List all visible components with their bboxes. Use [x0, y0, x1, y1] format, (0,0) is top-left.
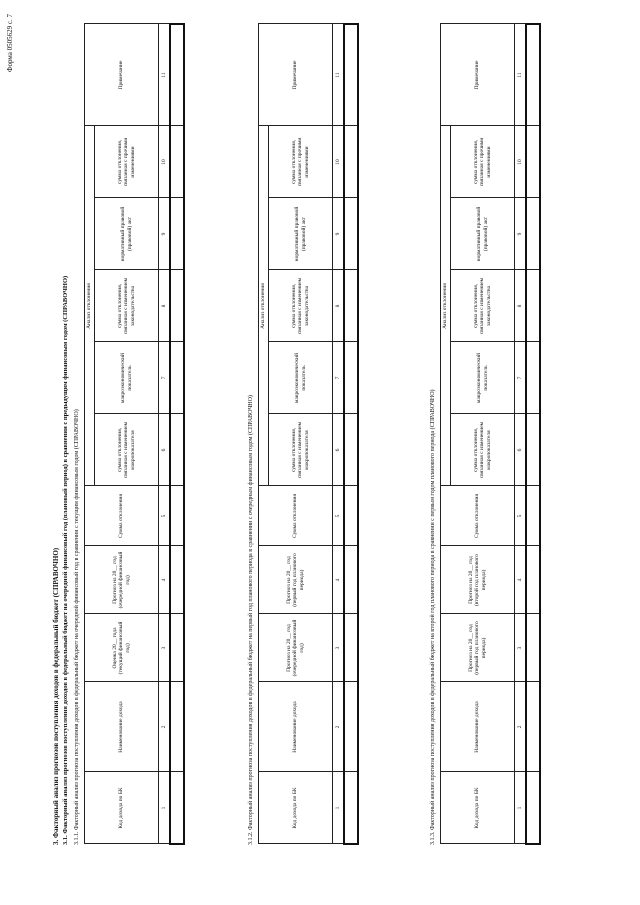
col-number: 4 [515, 546, 527, 614]
col-number: 5 [515, 486, 527, 546]
header-col11: Примечание [85, 24, 159, 126]
column-numbers-row [333, 24, 345, 844]
data-cell[interactable] [526, 682, 540, 772]
col-number: 3 [515, 614, 527, 682]
col-number: 6 [333, 414, 345, 486]
data-cell[interactable] [526, 772, 540, 844]
section1-table [84, 23, 185, 845]
col-number: 11 [515, 24, 527, 126]
data-cell[interactable] [526, 198, 540, 270]
header-col10: сумма отклонения, связанная с прочими изменениями [451, 126, 515, 198]
col-number: 9 [515, 198, 527, 270]
data-cell[interactable] [170, 414, 184, 486]
header-col9: нормативный правовой (правовой) акт [269, 198, 333, 270]
data-cell[interactable] [344, 546, 358, 614]
header-col7: макроэкономический показатель [269, 342, 333, 414]
data-cell[interactable] [526, 614, 540, 682]
data-cell[interactable] [526, 486, 540, 546]
col-number: 6 [515, 414, 527, 486]
data-cell[interactable] [170, 682, 184, 772]
col-number: 4 [333, 546, 345, 614]
col-number: 5 [159, 486, 171, 546]
data-cell[interactable] [344, 342, 358, 414]
form-number: Форма 0505629 с. 7 [6, 14, 14, 73]
data-cell[interactable] [344, 24, 358, 126]
data-cell[interactable] [526, 24, 540, 126]
data-cell[interactable] [170, 342, 184, 414]
header-group: Анализ отклонения [85, 126, 95, 486]
header-col11: Примечание [259, 24, 333, 126]
header-code: Код дохода по БК [259, 772, 333, 844]
data-cell[interactable] [344, 614, 358, 682]
col-number: 3 [159, 614, 171, 682]
data-cell[interactable] [344, 772, 358, 844]
header-name: Наименование дохода [259, 682, 333, 772]
data-cell[interactable] [170, 24, 184, 126]
header-col4: Прогноз на 20__ год (очередной финансовый год) [85, 546, 159, 614]
col-number: 11 [159, 24, 171, 126]
header-col7: макроэкономический показатель [95, 342, 159, 414]
col-number: 10 [333, 126, 345, 198]
col-number: 9 [159, 198, 171, 270]
col-number: 2 [515, 682, 527, 772]
data-cell[interactable] [170, 270, 184, 342]
header-code: Код дохода по БК [441, 772, 515, 844]
col-number: 8 [159, 270, 171, 342]
header-col6: сумма отклонения, связанная с изменением макропоказателя [269, 414, 333, 486]
header-col5: Сумма отклонения [85, 486, 159, 546]
col-number: 7 [333, 342, 345, 414]
header-col3: Прогноз на 20__ год (первый год планового периода) [441, 614, 515, 682]
col-number: 1 [515, 772, 527, 844]
header-col5: Сумма отклонения [441, 486, 515, 546]
section1-title: 3.1.1. Факторный анализ прогноза поступления доходов в федеральный бюджет на очередной финансовый год в сравнении с текущим финансовым годом (СПРАВОЧНО) [74, 409, 80, 845]
data-cell[interactable] [170, 486, 184, 546]
table-row [170, 24, 184, 844]
header-col4: Прогноз на 20__ год (второй год планового периода) [441, 546, 515, 614]
col-number: 2 [333, 682, 345, 772]
section2-table [258, 23, 359, 845]
table-row [344, 24, 358, 844]
header-col4: Прогноз на 20__ год (первый год планового периода) [259, 546, 333, 614]
data-cell[interactable] [170, 772, 184, 844]
header-group: Анализ отклонения [441, 126, 451, 486]
table-row [526, 24, 540, 844]
data-cell[interactable] [344, 486, 358, 546]
data-cell[interactable] [526, 546, 540, 614]
col-number: 3 [333, 614, 345, 682]
data-cell[interactable] [526, 414, 540, 486]
header-col9: нормативный правовой (правовой) акт [451, 198, 515, 270]
section2-title: 3.1.2. Факторный анализ прогноза поступления доходов в федеральный бюджет на первый год планового периода в сравнении с очередным финансовым годом (СПРАВОЧНО) [248, 395, 254, 845]
data-cell[interactable] [344, 198, 358, 270]
data-cell[interactable] [170, 126, 184, 198]
header-col11: Примечание [441, 24, 515, 126]
header-col8: сумма отклонения, связанная с изменением законодательства [269, 270, 333, 342]
section3-table [440, 23, 541, 845]
main-title: 3. Факторный анализ прогнозов поступления доходов в федеральный бюджет (СПРАВОЧНО) [52, 547, 60, 845]
header-col8: сумма отклонения, связанная с изменением законодательства [451, 270, 515, 342]
data-cell[interactable] [170, 614, 184, 682]
col-number: 9 [333, 198, 345, 270]
data-cell[interactable] [344, 414, 358, 486]
data-cell[interactable] [344, 126, 358, 198]
header-col6: сумма отклонения, связанная с изменением макропоказателя [95, 414, 159, 486]
sub-title: 3.1. Факторный анализ прогнозов поступления доходов в федеральный бюджет на очередной финансовый год (плановый период) в сравнении с предыдущим финансовым годом (СПРАВОЧНО) [62, 275, 69, 845]
column-numbers-row [515, 24, 527, 844]
col-number: 11 [333, 24, 345, 126]
data-cell[interactable] [344, 270, 358, 342]
header-col10: сумма отклонения, связанная с прочими изменениями [269, 126, 333, 198]
data-cell[interactable] [526, 126, 540, 198]
header-col5: Сумма отклонения [259, 486, 333, 546]
header-col9: нормативный правовой (правовой) акт [95, 198, 159, 270]
col-number: 1 [159, 772, 171, 844]
data-cell[interactable] [170, 198, 184, 270]
col-number: 4 [159, 546, 171, 614]
data-cell[interactable] [526, 342, 540, 414]
col-number: 8 [333, 270, 345, 342]
col-number: 2 [159, 682, 171, 772]
header-col3: Прогноз на 20__ год (очередной финансовый год) [259, 614, 333, 682]
header-code: Код дохода по БК [85, 772, 159, 844]
header-name: Наименование дохода [441, 682, 515, 772]
col-number: 7 [159, 342, 171, 414]
col-number: 6 [159, 414, 171, 486]
col-number: 1 [333, 772, 345, 844]
col-number: 7 [515, 342, 527, 414]
header-col3: Оценка 20__ года (текущий финансовый год) [85, 614, 159, 682]
col-number: 10 [515, 126, 527, 198]
header-name: Наименование дохода [85, 682, 159, 772]
col-number: 5 [333, 486, 345, 546]
data-cell[interactable] [170, 546, 184, 614]
section3-title: 3.1.3. Факторный анализ прогноза поступления доходов в федеральный бюджет на второй год планового периода в сравнении с первым годом планового периода (СПРАВОЧНО) [430, 389, 436, 845]
header-col7: макроэкономический показатель [451, 342, 515, 414]
column-numbers-row [159, 24, 171, 844]
col-number: 8 [515, 270, 527, 342]
data-cell[interactable] [344, 682, 358, 772]
header-group: Анализ отклонения [259, 126, 269, 486]
header-col8: сумма отклонения, связанная с изменением законодательства [95, 270, 159, 342]
data-cell[interactable] [526, 270, 540, 342]
header-col10: сумма отклонения, связанная с прочими изменениями [95, 126, 159, 198]
col-number: 10 [159, 126, 171, 198]
header-col6: сумма отклонения, связанная с изменением макропоказателя [451, 414, 515, 486]
